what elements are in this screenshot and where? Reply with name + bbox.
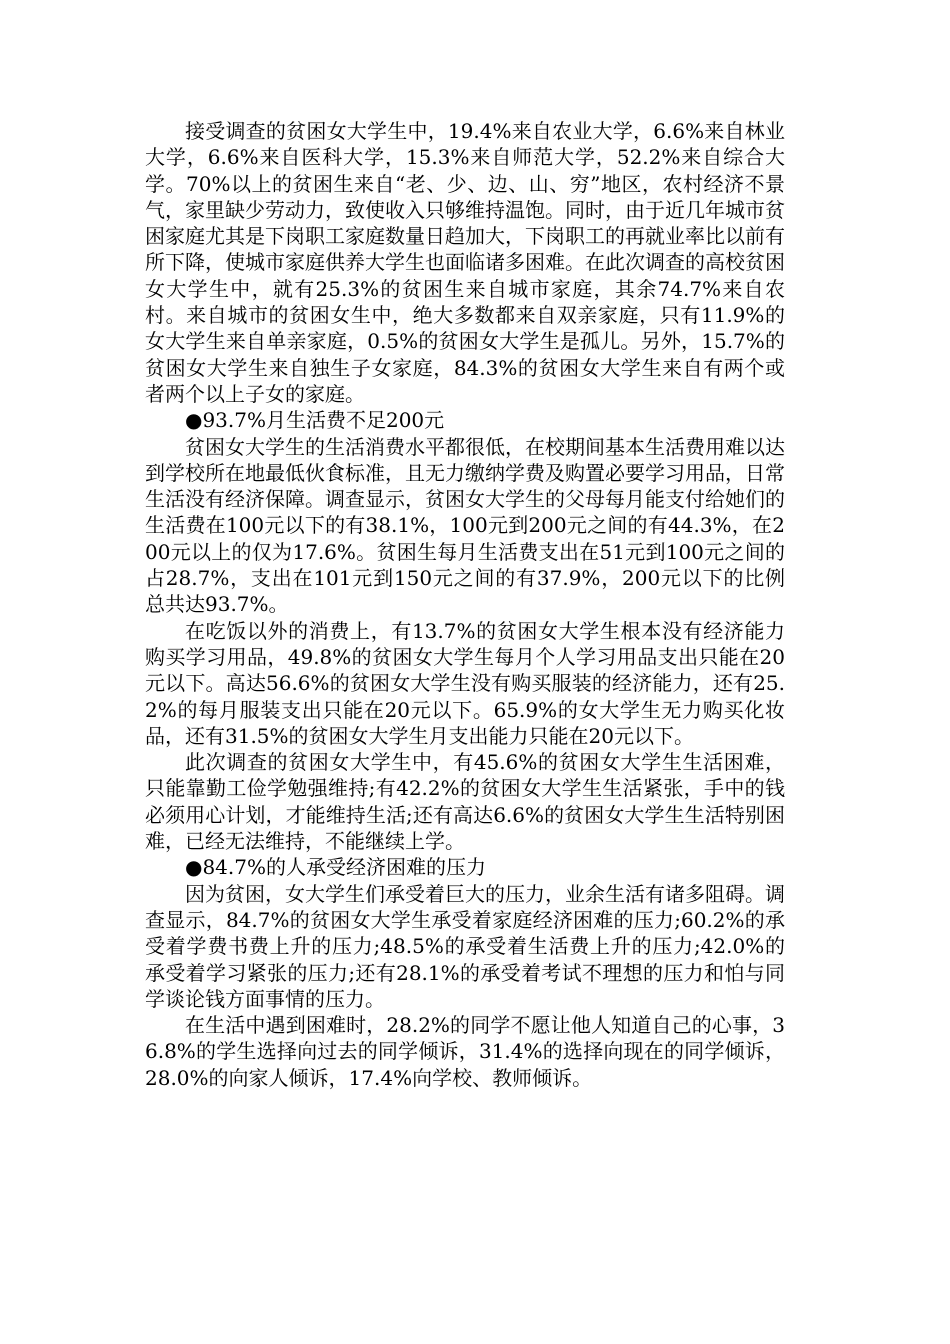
paragraph-living-difficulty: 此次调查的贫困女大学生中，有45.6%的贫困女大学生生活困难，只能靠勤工俭学勉强维持;有42.2%的贫困女大学生生活紧张，手中的钱必须用心计划，才能维持生活;还有高达6.6%的贫困女大学生生活特别困难，已经无法维持，不能继续上学。 bbox=[145, 750, 785, 854]
section-heading-living-expenses: ●93.7%月生活费不足200元 bbox=[185, 408, 445, 433]
document-body bbox=[145, 118, 785, 1091]
paragraph-source-universities: 接受调查的贫困女大学生中，19.4%来自农业大学，6.6%来自林业大学，6.6%来自医科大学，15.3%来自师范大学，52.2%来自综合大学。70%以上的贫困生来自“老、少、边、山、穷”地区，农村经济不景气，家里缺少劳动力，致使收入只够维持温饱。同时，由于近几年城市贫困家庭尤其是下岗职工家庭数量日趋加大，下岗职工的再就业率比以前有所下降，使城市家庭供养大学生也面临诸多困难。在此次调查的高校贫困女大学生中，就有25.3%的贫困生来自城市家庭，其余74.7%来自农村。来自城市的贫困女生中，绝大多数都来自双亲家庭，只有11.9%的女大学生来自单亲家庭，0.5%的贫困女大学生是孤儿。另外，15.7%的贫困女大学生来自独生子女家庭，84.3%的贫困女大学生来自有两个或者两个以上子女的家庭。 bbox=[145, 119, 785, 406]
paragraph-pressures: 因为贫困，女大学生们承受着巨大的压力，业余生活有诸多阻碍。调查显示，84.7%的贫困女大学生承受着家庭经济困难的压力;60.2%的承受着学费书费上升的压力;48.5%的承受着生活费上升的压力;42.0%的承受着学习紧张的压力;还有28.1%的承受着考试不理想的压力和怕与同学谈论钱方面事情的压力。 bbox=[145, 881, 785, 1011]
paragraph-confiding: 在生活中遇到困难时，28.2%的同学不愿让他人知道自己的心事，36.8%的学生选择向过去的同学倾诉，31.4%的选择向现在的同学倾诉，28.0%的向家人倾诉，17.4%向学校、教师倾诉。 bbox=[145, 1013, 785, 1090]
paragraph-non-food-consumption: 在吃饭以外的消费上，有13.7%的贫困女大学生根本没有经济能力购买学习用品，49.8%的贫困女大学生每月个人学习用品支出只能在20元以下。高达56.6%的贫困女大学生没有购买服装的经济能力，还有25.2%的每月服装支出只能在20元以下。65.9%的女大学生无力购买化妆品，还有31.5%的贫困女大学生月支出能力只能在20元以下。 bbox=[145, 618, 785, 748]
section-heading-economic-pressure: ●84.7%的人承受经济困难的压力 bbox=[185, 855, 486, 880]
paragraph-living-expenses: 贫困女大学生的生活消费水平都很低，在校期间基本生活费用难以达到学校所在地最低伙食标准，且无力缴纳学费及购置必要学习用品，日常生活没有经济保障。调查显示，贫困女大学生的父母每月能支付给她们的生活费在100元以下的有38.1%，100元到200元之间的有44.3%，在200元以上的仅为17.6%。贫困生每月生活费支出在51元到100元之间的占28.7%，支出在101元到150元之间的有37.9%，200元以下的比例总共达93.7%。 bbox=[145, 434, 785, 617]
